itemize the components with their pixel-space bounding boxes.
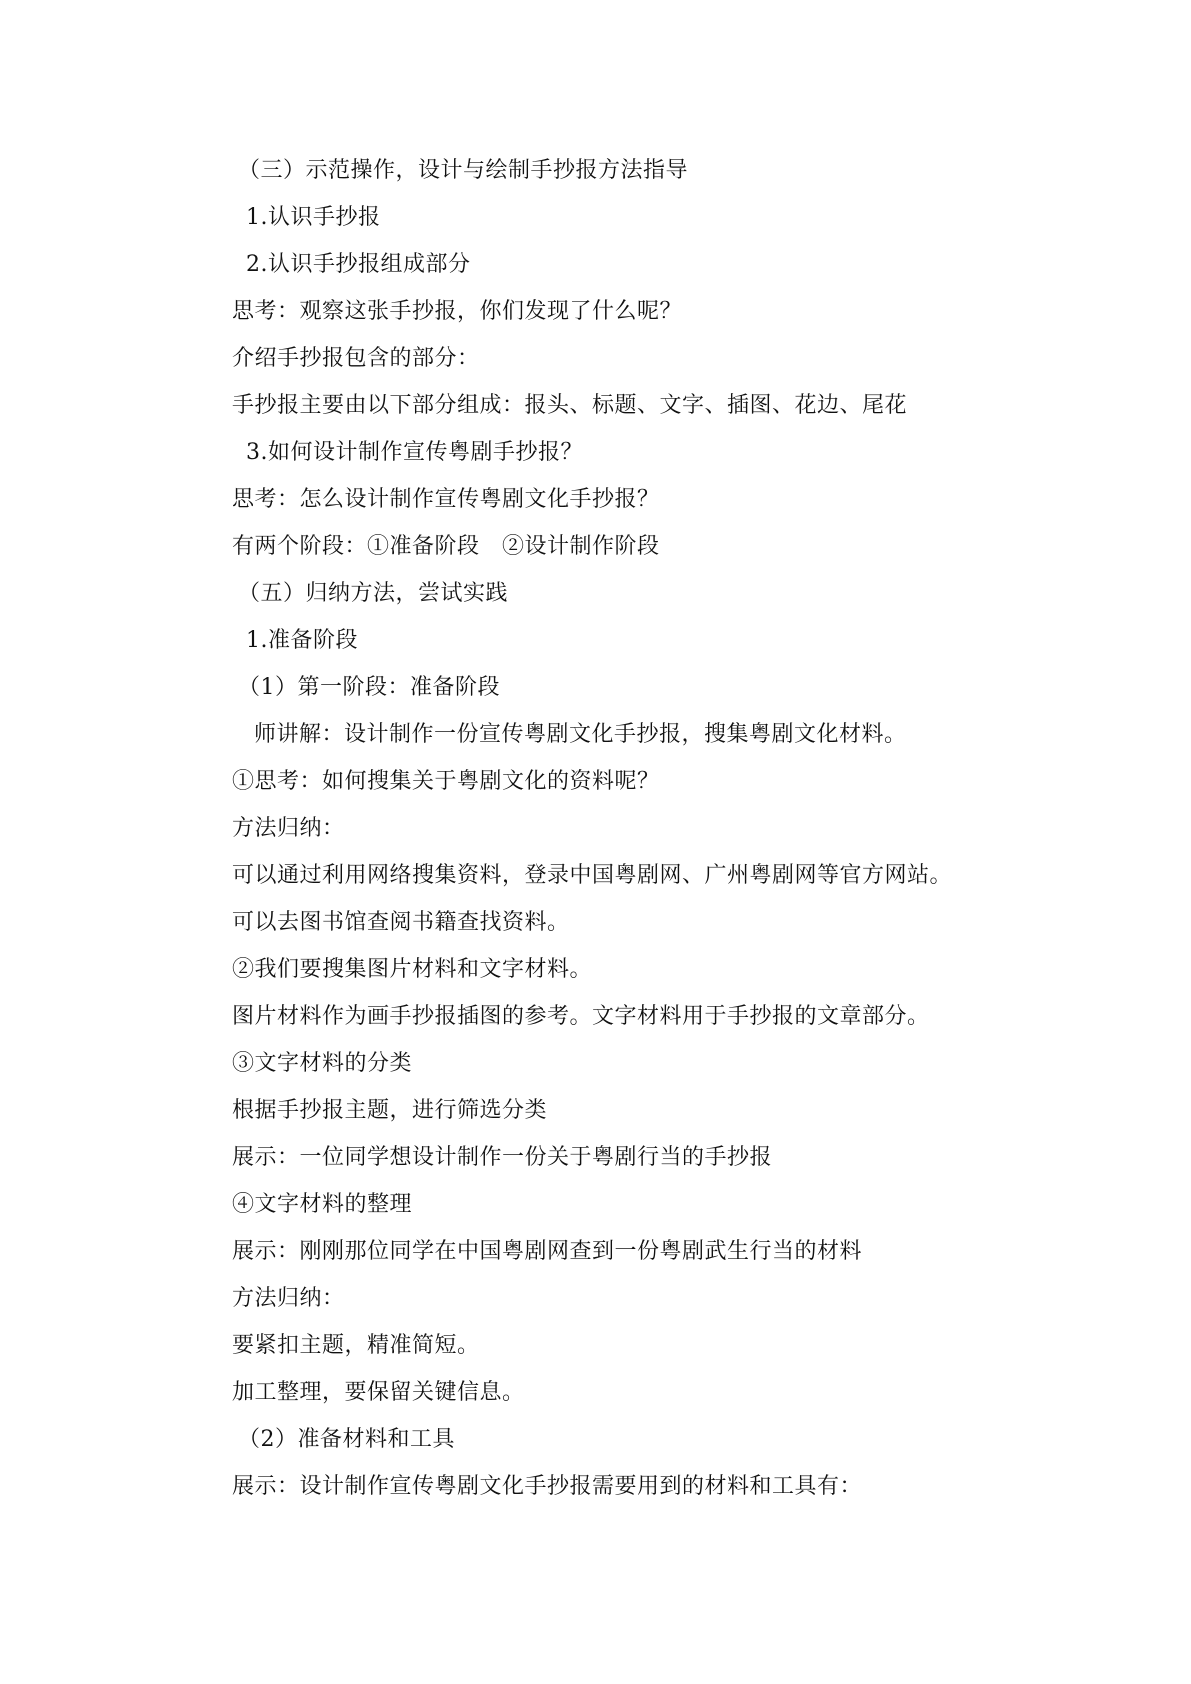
document-body: [232, 147, 1132, 1510]
subheading-prep: 1.准备阶段: [246, 628, 358, 653]
paragraph-line: 介绍手抄报包含的部分：: [232, 346, 480, 371]
paragraph-line: 师讲解：设计制作一份宣传粤剧文化手抄报，搜集粤剧文化材料。: [254, 722, 907, 747]
paragraph-line: 可以去图书馆查阅书籍查找资料。: [232, 910, 570, 935]
subheading-3: 3.如何设计制作宣传粤剧手抄报？: [246, 440, 583, 465]
section-heading-5: （五）归纳方法，尝试实践: [238, 581, 509, 606]
paragraph-line: 图片材料作为画手抄报插图的参考。文字材料用于手抄报的文章部分。: [232, 1004, 930, 1029]
paragraph-line: 有两个阶段：①准备阶段 ②设计制作阶段: [232, 534, 660, 559]
stage-heading-1: （1）第一阶段：准备阶段: [238, 675, 500, 700]
paragraph-line: 方法归纳：: [232, 1286, 345, 1311]
section-heading-3: （三）示范操作，设计与绘制手抄报方法指导: [238, 158, 689, 183]
stage-heading-2: （2）准备材料和工具: [238, 1427, 455, 1452]
paragraph-line: ①思考：如何搜集关于粤剧文化的资料呢？: [232, 769, 660, 794]
paragraph-line: 展示：一位同学想设计制作一份关于粤剧行当的手抄报: [232, 1145, 773, 1170]
subheading-1: 1.认识手抄报: [246, 205, 381, 230]
paragraph-line: 加工整理，要保留关键信息。: [232, 1380, 525, 1405]
paragraph-line: 要紧扣主题，精准简短。: [232, 1333, 480, 1358]
subheading-2: 2.认识手抄报组成部分: [246, 252, 471, 277]
paragraph-line: 手抄报主要由以下部分组成：报头、标题、文字、插图、花边、尾花: [232, 393, 908, 418]
paragraph-line: ②我们要搜集图片材料和文字材料。: [232, 957, 593, 982]
paragraph-line: 根据手抄报主题，进行筛选分类: [232, 1098, 548, 1123]
paragraph-line: 展示：设计制作宣传粤剧文化手抄报需要用到的材料和工具有：: [232, 1474, 863, 1499]
paragraph-line: 展示：刚刚那位同学在中国粤剧网查到一份粤剧武生行当的材料: [232, 1239, 863, 1264]
paragraph-line: 思考：观察这张手抄报，你们发现了什么呢？: [232, 299, 683, 324]
paragraph-line: ④文字材料的整理: [232, 1192, 413, 1217]
paragraph-line: 方法归纳：: [232, 816, 345, 841]
paragraph-line: 思考：怎么设计制作宣传粤剧文化手抄报？: [232, 487, 660, 512]
paragraph-line: ③文字材料的分类: [232, 1051, 413, 1076]
paragraph-line: 可以通过利用网络搜集资料，登录中国粤剧网、广州粤剧网等官方网站。: [232, 863, 953, 888]
